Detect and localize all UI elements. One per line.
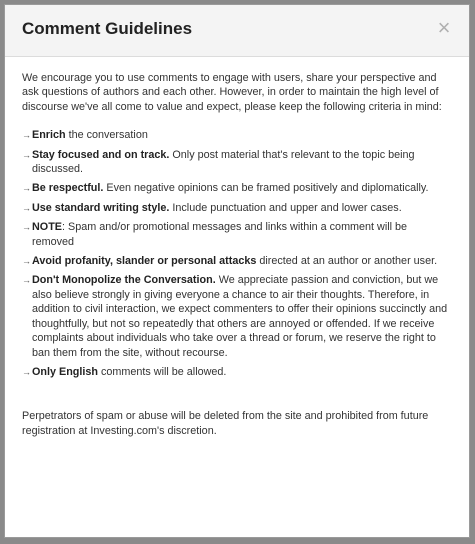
guideline-bold: Stay focused and on track. [32,148,170,161]
guideline-item [22,148,451,177]
arrow-icon: → [22,366,31,377]
intro-text: We encourage you to use comments to engage with users, share your perspective and ask questions of authors and each other. However, in order to maintain the high level of discourse we've all come to value and expect, please keep the following criteria in mind: [22,72,442,113]
modal-body [5,57,469,438]
guidelines-list [22,128,451,379]
guideline-text: directed at an author or another user. [256,255,438,268]
guideline-item [22,365,451,379]
guideline-bold: Enrich [32,129,66,142]
guideline-text: the conversation [65,129,148,142]
guideline-bold: Use standard writing style. [32,201,170,214]
arrow-icon: → [22,256,31,267]
guideline-text: We appreciate passion and conviction, but we also believe strongly in giving everyone a chance to air their thoughts. Therefore, in addition to civil interaction, we expect commenters to offer their opinions succinctly and thoughtfully, but not so repeatedly that others are annoyed or offended. If we receive complaints about individuals who take over a thread or forum, we reserve the right to ban them from the site, without recourse. [32,274,448,359]
guideline-item [22,273,451,359]
guideline-item [22,128,451,142]
guideline-text: Only post material that's relevant to the topic being discussed. [32,148,415,176]
guideline-item [22,220,451,249]
guideline-text: Include punctuation and upper and lower cases. [169,201,402,214]
arrow-icon: → [22,202,31,213]
footer-text: Perpetrators of spam or abuse will be deleted from the site and prohibited from future registration at Investing.com's discretion. [22,410,429,437]
close-icon[interactable]: × [437,15,451,40]
comment-guidelines-modal [4,4,470,538]
arrow-icon: → [22,275,31,286]
guideline-bold: Be respectful. [32,182,104,195]
arrow-icon: → [22,183,31,194]
arrow-icon: → [22,222,31,233]
arrow-icon: → [22,149,31,160]
guideline-text: comments will be allowed. [98,365,227,378]
guideline-bold: Don't Monopolize the Conversation. [32,274,216,287]
guideline-item [22,181,451,195]
arrow-icon: → [22,130,31,141]
guideline-item [22,254,451,268]
guideline-bold: Avoid profanity, slander or personal attacks [32,255,257,268]
guideline-item [22,201,451,215]
modal-title: Comment Guidelines [22,19,193,38]
guideline-text: : Spam and/or promotional messages and links within a comment will be removed [32,221,408,248]
guideline-bold: NOTE [32,221,62,234]
guideline-bold: Only English [32,365,98,378]
modal-header [5,5,469,57]
guideline-text: Even negative opinions can be framed positively and diplomatically. [103,182,429,195]
